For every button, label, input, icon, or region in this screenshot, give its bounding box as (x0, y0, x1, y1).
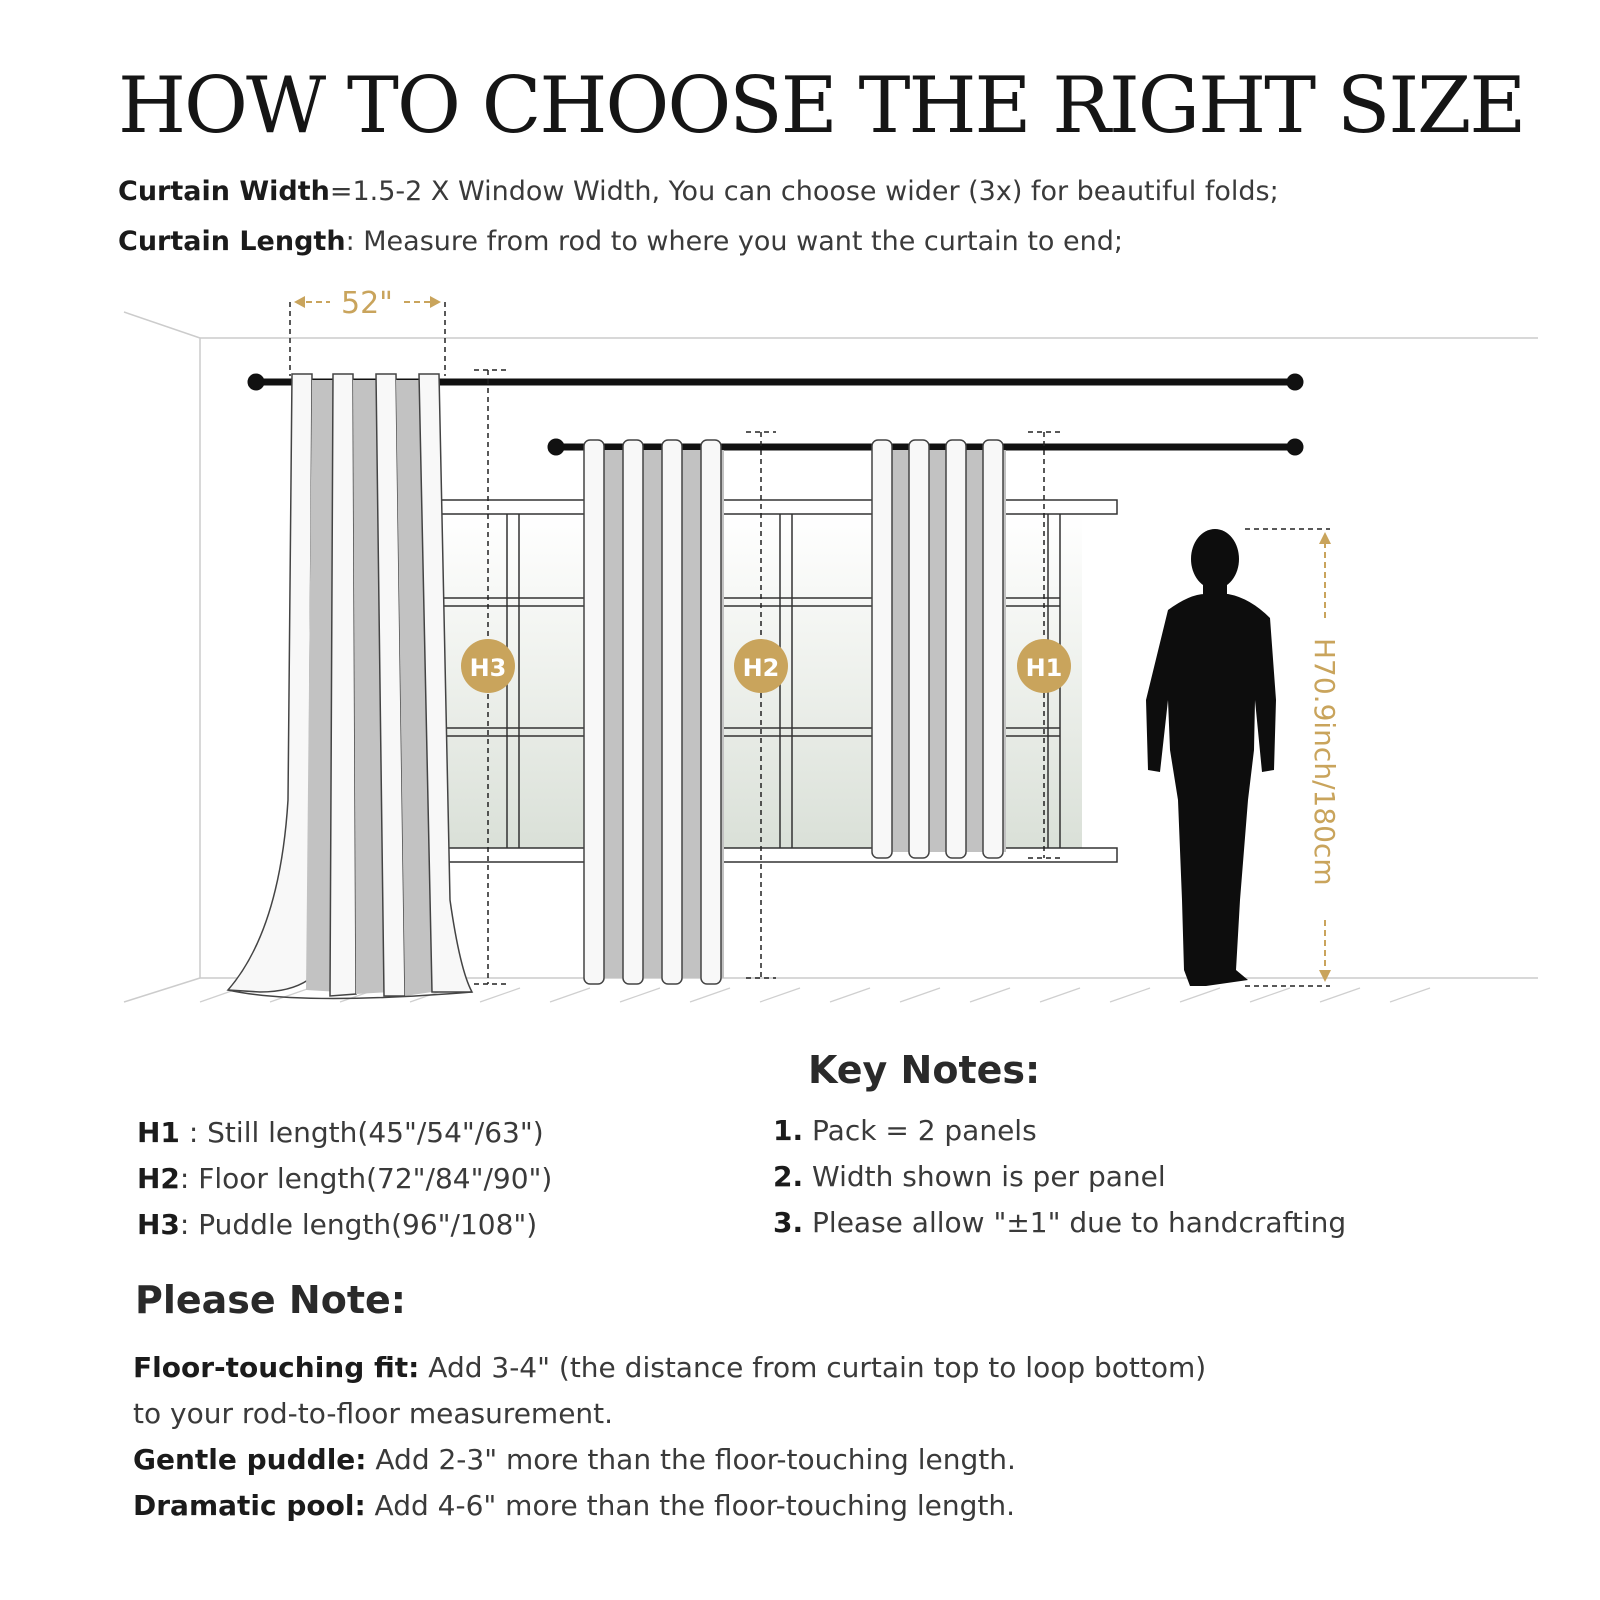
page-title: HOW TO CHOOSE THE RIGHT SIZE (118, 61, 1525, 151)
badge-h3-label: H3 (469, 654, 507, 682)
length-sep: : (179, 1116, 208, 1149)
length-sep: : (179, 1162, 199, 1195)
note-label: Dramatic pool: (133, 1489, 366, 1522)
key-note-number: 1. (773, 1114, 804, 1147)
badge-h1 (1017, 639, 1071, 693)
note-item-floor-touching (133, 1345, 1206, 1391)
length-list (137, 1110, 552, 1248)
curtain-panel-puddle (228, 374, 472, 999)
length-text: : Measure from rod to where you want the curtain to end; (345, 226, 1123, 257)
key-note-text: Please allow "±1" due to handcrafting (812, 1206, 1347, 1239)
key-note-item (773, 1200, 1346, 1246)
length-label: Curtain Length (118, 226, 346, 257)
curtain-panel-sill (872, 440, 1006, 858)
please-note-list (133, 1345, 1206, 1529)
length-code: H1 (137, 1116, 180, 1149)
length-code: H2 (137, 1162, 180, 1195)
note-item-floor-touching-cont: to your rod-to-floor measurement. (133, 1397, 614, 1430)
person-silhouette (1146, 529, 1276, 986)
person-height-label: H70.9inch/180cm (1308, 638, 1341, 886)
length-item-h3 (137, 1202, 552, 1248)
panel-width-dimension (294, 286, 441, 321)
key-note-text: Width shown is per panel (812, 1160, 1166, 1193)
badge-h2-label: H2 (742, 654, 780, 682)
note-text: Add 4-6" more than the floor-touching length. (365, 1489, 1016, 1522)
note-label: Gentle puddle: (133, 1443, 367, 1476)
key-notes-list (773, 1108, 1346, 1246)
badge-h2 (734, 639, 788, 693)
note-text: Add 3-4" (the distance from curtain top to loop bottom) (419, 1351, 1207, 1384)
note-label: Floor-touching fit: (133, 1351, 420, 1384)
key-note-number: 2. (773, 1160, 804, 1193)
width-instruction (118, 176, 1279, 207)
length-item-h2 (137, 1156, 552, 1202)
key-note-text: Pack = 2 panels (812, 1114, 1037, 1147)
key-notes-heading: Key Notes: (808, 1048, 1041, 1092)
person-height-dimension (1308, 532, 1341, 982)
panel-width-label: 52" (341, 286, 393, 321)
badge-h1-label: H1 (1025, 654, 1063, 682)
length-code: H3 (137, 1208, 180, 1241)
please-note-heading: Please Note: (135, 1278, 406, 1322)
width-label: Curtain Width (118, 176, 330, 207)
length-text: Puddle length(96"/108") (198, 1208, 538, 1241)
note-item-gentle-puddle (133, 1437, 1206, 1483)
length-item-h1 (137, 1110, 552, 1156)
length-instruction (118, 226, 1123, 257)
length-text: Floor length(72"/84"/90") (198, 1162, 553, 1195)
key-note-number: 3. (773, 1206, 804, 1239)
note-item-dramatic-pool (133, 1483, 1206, 1529)
width-text: =1.5-2 X Window Width, You can choose wider (3x) for beautiful folds; (329, 176, 1279, 207)
length-text: Still length(45"/54"/63") (207, 1116, 544, 1149)
curtain-size-diagram (0, 280, 1600, 1020)
key-note-item (773, 1154, 1346, 1200)
length-sep: : (179, 1208, 199, 1241)
key-note-item (773, 1108, 1346, 1154)
badge-h3 (461, 639, 515, 693)
note-text: Add 2-3" more than the floor-touching length. (366, 1443, 1016, 1476)
curtain-panel-floor (584, 440, 724, 984)
